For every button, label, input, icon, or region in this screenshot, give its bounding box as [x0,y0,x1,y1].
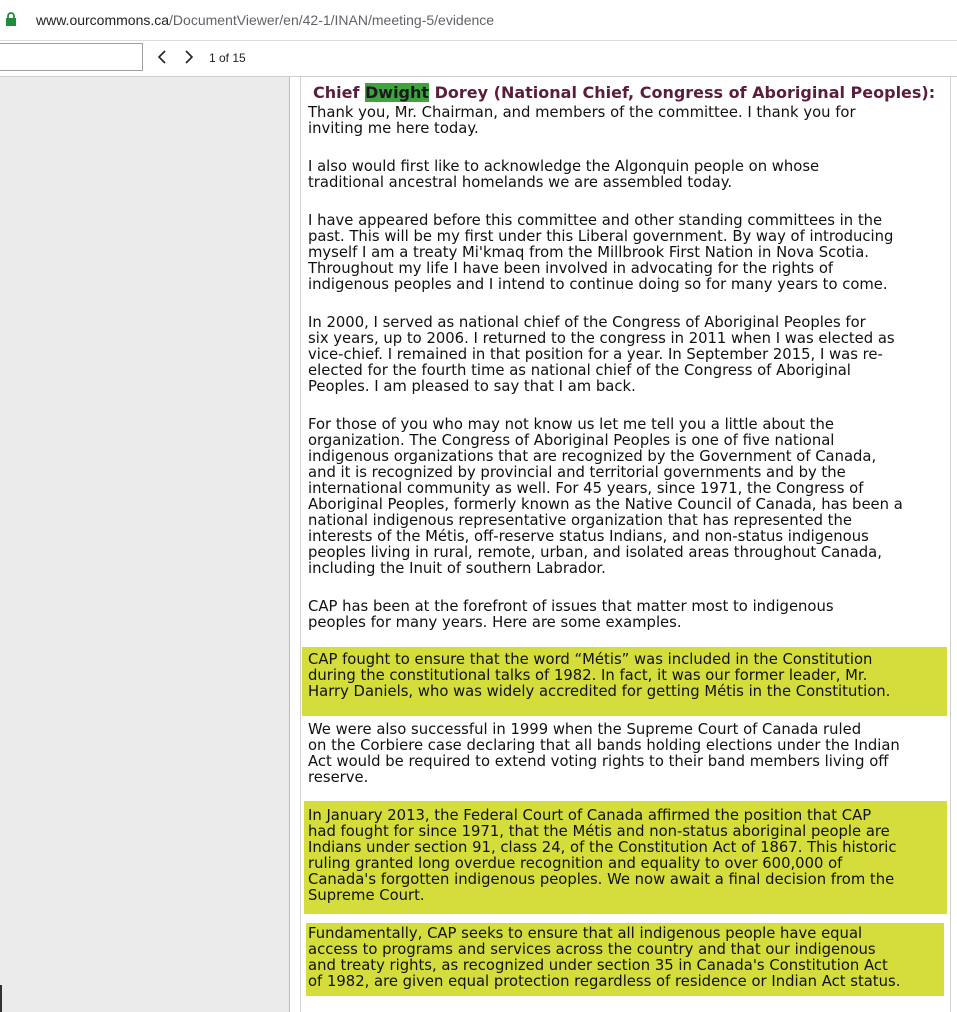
search-input[interactable] [0,43,143,71]
text-line: and treaty rights, as recognized under section 35 in Canada's Constitution Act [308,957,888,974]
text-line: CAP has been at the forefront of issues that matter most to indigenous [308,598,834,615]
text-line: inviting me here today. [308,120,479,137]
speaker-heading [313,83,935,102]
text-line: Supreme Court. [308,887,425,904]
paragraph [308,105,856,137]
text-line: interests of the Métis, off-reserve status Indians, and non-status indigenous [308,528,869,545]
previous-page-button[interactable] [154,47,170,67]
paragraph [308,652,890,700]
text-line: indigenous peoples and I intend to continue doing so for many years to come. [308,276,888,293]
text-line: We were also successful in 1999 when the Supreme Court of Canada ruled [308,721,862,738]
text-line: indigenous organizations that are recognized by the Government of Canada, [308,448,877,465]
text-line: I also would first like to acknowledge the Algonquin people on whose [308,158,820,175]
text-line: Aboriginal Peoples, formerly known as the Native Council of Canada, has been a [308,496,903,513]
text-line: elected for the fourth time as national chief of the Congress of Aboriginal [308,362,851,379]
text-line: In January 2013, the Federal Court of Canada affirmed the position that CAP [308,807,872,824]
next-page-button[interactable] [181,47,197,67]
text-line: CAP fought to ensure that the word “Métis” was included in the Constitution [308,651,873,668]
text-line: peoples living in rural, remote, urban, and isolated areas throughout Canada, [308,544,882,561]
paragraph [308,599,834,631]
paragraph [308,808,896,904]
text-line: access to programs and services across the country and that our indigenous [308,941,876,958]
text-line: reserve. [308,769,369,786]
page-indicator: 1 of 15 [209,51,246,65]
text-line: past. This will be my first under this Liberal government. By way of introducing [308,228,894,245]
text-line: I have appeared before this committee and other standing committees in the [308,212,883,229]
paragraph [308,926,900,990]
text-line: For those of you who may not know us let me tell you a little about the [308,416,834,433]
url-text[interactable] [36,12,494,28]
heading-suffix: Dorey (National Chief, Congress of Aboriginal Peoples): [429,83,936,102]
paragraph [308,213,893,293]
text-line: on the Corbiere case declaring that all bands holding elections under the Indian [308,737,900,754]
paragraph [308,315,895,395]
text-line: national indigenous representative organization that has represented the [308,512,852,529]
text-line: Thank you, Mr. Chairman, and members of the committee. I thank you for [308,104,856,121]
text-line: had fought for since 1971, that the Métis and non-status aboriginal people are [308,823,890,840]
text-line: organization. The Congress of Aboriginal Peoples is one of five national [308,432,835,449]
text-line: six years, up to 2006. I returned to the congress in 2011 when I was elected as [308,330,895,347]
text-line: Peoples. I am pleased to say that I am back. [308,378,636,395]
lock-icon [6,12,16,26]
pane-divider[interactable] [289,77,290,1012]
text-line: Throughout my life I have been involved in advocating for the rights of [308,260,834,277]
address-bar[interactable] [0,0,957,41]
scroll-marker [0,985,2,1012]
text-line: Harry Daniels, who was widely accredited for getting Métis in the Constitution. [308,683,891,700]
chevron-right-icon [184,50,194,64]
chevron-left-icon [157,50,167,64]
text-line: international community as well. For 45 years, since 1971, the Congress of [308,480,864,497]
text-line: Indians under section 91, class 24, of the Constitution Act of 1867. This historic [308,839,897,856]
url-path: /DocumentViewer/en/42-1/INAN/meeting-5/evidence [169,12,495,28]
paragraph [308,722,900,786]
text-line: Act would be required to extend voting rights to their band members living off [308,753,889,770]
text-line: including the Inuit of southern Labrador. [308,560,606,577]
thumbnail-pane[interactable] [0,77,289,1012]
search-match-highlight: Dwight [365,83,430,102]
text-line: myself I am a treaty Mi'kmaq from the Millbrook First Nation in Nova Scotia. [308,244,870,261]
text-line: vice-chief. I remained in that position for a year. In September 2015, I was re- [308,346,883,363]
page-right-edge [950,77,951,1012]
text-line: of 1982, are given equal protection regardless of residence or Indian Act status. [308,973,901,990]
viewer-toolbar [0,41,957,77]
text-line: traditional ancestral homelands we are assembled today. [308,174,733,191]
text-line: Canada's forgotten indigenous peoples. We now await a final decision from the [308,871,895,888]
url-host: www.ourcommons.ca [36,12,170,28]
text-line: peoples for many years. Here are some examples. [308,614,682,631]
heading-prefix: Chief [313,83,365,102]
text-line: during the constitutional talks of 1982. In fact, it was our former leader, Mr. [308,667,868,684]
text-line: ruling granted long overdue recognition and equality to over 600,000 of [308,855,843,872]
text-line: Fundamentally, CAP seeks to ensure that all indigenous people have equal [308,925,863,942]
text-line: and it is recognized by provincial and territorial governments and by the [308,464,846,481]
paragraph [308,159,819,191]
page-left-edge [300,77,301,1012]
paragraph [308,417,903,577]
text-line: In 2000, I served as national chief of the Congress of Aboriginal Peoples for [308,314,866,331]
